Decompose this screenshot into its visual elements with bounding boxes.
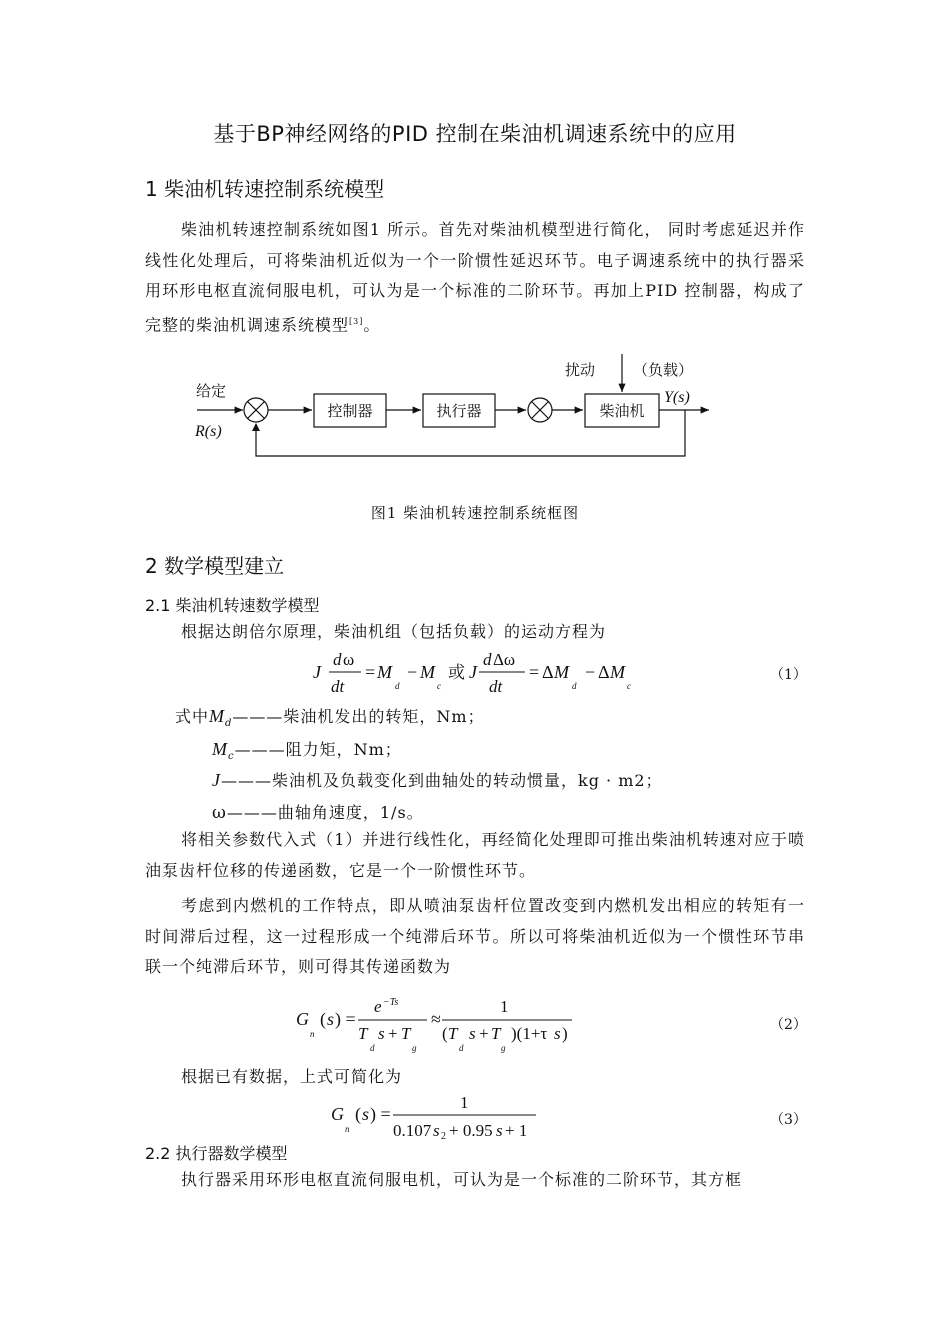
figure-1-caption: 图1 柴油机转速控制系统框图 (370, 504, 580, 522)
svg-text:−Ts: −Ts (383, 997, 399, 1008)
section-1-heading: 1 柴油机转速控制系统模型 (145, 177, 385, 201)
svg-text:1: 1 (500, 997, 509, 1016)
svg-text:e: e (374, 997, 382, 1016)
definition-md: 式中$M_d———$柴油机发出的转矩，Nm； (175, 706, 485, 730)
section-1-text-end: 。 (363, 314, 381, 334)
svg-text:n: n (345, 1124, 350, 1134)
svg-text:c: c (627, 681, 631, 691)
equation-or: 或 (448, 663, 465, 683)
label-load: （负载） (633, 361, 694, 379)
block-diagram (185, 352, 735, 462)
svg-text:s: s (554, 1024, 561, 1043)
equation-2 (290, 992, 590, 1058)
svg-text:Δω: Δω (493, 650, 516, 669)
svg-text:dt: dt (489, 677, 503, 696)
svg-text:J: J (313, 662, 321, 682)
svg-text:0.107: 0.107 (393, 1121, 432, 1140)
engine-label: 柴油机 (599, 402, 645, 420)
svg-text:(: ( (320, 1009, 326, 1029)
definition-mc: $M_c———$阻力矩，Nm； (212, 739, 402, 763)
svg-text:d: d (333, 650, 342, 669)
subsection-2-1-paragraph-2: 将相关参数代入式（1）并进行线性化，再经简化处理即可推出柴油机转速对应于喷油泵齿杆位移的传递函数，它是一个一阶惯性环节。 (145, 830, 805, 880)
svg-text:s: s (433, 1121, 440, 1140)
svg-text:−: − (407, 662, 418, 682)
svg-text:(: ( (442, 1024, 448, 1043)
svg-text:ω: ω (343, 650, 355, 669)
svg-text:n: n (310, 1029, 315, 1039)
svg-text:s: s (469, 1024, 476, 1043)
controller-label: 控制器 (327, 402, 373, 420)
definition-j: J———柴油机及负载变化到曲轴处的转动惯量，kg · m2； (212, 770, 663, 790)
svg-text:M: M (377, 662, 392, 682)
svg-text:Δ: Δ (598, 662, 610, 682)
svg-text:G: G (296, 1009, 309, 1029)
svg-text:g: g (412, 1043, 417, 1053)
svg-text:T: T (448, 1024, 458, 1043)
svg-text:g: g (501, 1043, 506, 1053)
svg-text:T: T (358, 1024, 368, 1043)
svg-text:): ) (562, 1024, 568, 1043)
svg-text:d: d (483, 650, 492, 669)
subsection-2-1-paragraph-4: 根据已有数据，上式可简化为 (181, 1067, 403, 1086)
svg-text:1: 1 (460, 1093, 469, 1112)
subsection-2-1-paragraph-3: 考虑到内燃机的工作特点，即从喷油泵齿杆位置改变到内燃机发出相应的转矩有一时间滞后过程，这一过程形成一个纯滞后环节。所以可将柴油机近似为一个惯性环节串联一个纯滞后环节，则可得其传递函数为 (145, 896, 805, 976)
svg-text:+: + (388, 1024, 398, 1043)
section-2-heading: 2 数学模型建立 (145, 554, 285, 578)
svg-text:) =: ) = (370, 1104, 391, 1124)
svg-text:dt: dt (331, 677, 345, 696)
svg-text:M: M (420, 662, 435, 682)
label-output: Y(s) (664, 389, 690, 406)
equation-1 (305, 645, 645, 701)
svg-text:d: d (370, 1043, 375, 1053)
equation-3 (325, 1090, 555, 1144)
subsection-2-2-heading: 2.2 执行器数学模型 (145, 1144, 288, 1163)
svg-text:c: c (437, 681, 441, 691)
svg-text:J: J (469, 662, 477, 682)
svg-text:T: T (491, 1024, 501, 1043)
paper-title: 基于BP神经网络的PID 控制在柴油机调速系统中的应用 (213, 122, 737, 146)
svg-text:Δ: Δ (542, 662, 554, 682)
label-input: R(s) (195, 423, 222, 440)
section-1-paragraph (145, 215, 805, 340)
svg-text:s: s (496, 1121, 503, 1140)
svg-text:=: = (529, 662, 540, 682)
svg-text:+ 0.95: + 0.95 (449, 1121, 493, 1140)
section-1-text: 柴油机转速控制系统如图1 所示。首先对柴油机模型进行简化， 同时考虑延迟并作线性化处理后，可将柴油机近似为一个一阶惯性延迟环节。电子调速系统中的执行器采用环形电枢直流伺服电机，可认为是一个标准的二阶环节。再加上PID 控制器，构成了完整的柴油机调速系统模型 (145, 220, 805, 334)
citation: [3] (349, 316, 364, 326)
equation-1-number: （1） (770, 667, 807, 683)
svg-text:+: + (479, 1024, 489, 1043)
svg-text:s: s (327, 1009, 335, 1029)
definition-omega: ω———曲轴角速度，1/s。 (212, 803, 424, 823)
svg-text:≈: ≈ (431, 1009, 441, 1029)
svg-text:=: = (365, 662, 376, 682)
label-given: 给定 (196, 382, 227, 400)
svg-text:M: M (554, 662, 569, 682)
svg-text:M: M (610, 662, 625, 682)
svg-text:d: d (395, 681, 400, 691)
equation-3-number: （3） (770, 1112, 807, 1128)
svg-text:d: d (459, 1043, 464, 1053)
svg-text:)(1+τ: )(1+τ (511, 1024, 548, 1043)
equation-2-number: （2） (770, 1017, 807, 1033)
svg-text:s: s (362, 1104, 370, 1124)
svg-text:G: G (331, 1104, 344, 1124)
svg-text:d: d (572, 681, 577, 691)
svg-text:−: − (585, 662, 596, 682)
svg-text:s: s (378, 1024, 385, 1043)
svg-text:) =: ) = (335, 1009, 356, 1029)
actuator-label: 执行器 (436, 402, 482, 420)
svg-text:T: T (401, 1024, 411, 1043)
subsection-2-2-paragraph: 执行器采用环形电枢直流伺服电机，可认为是一个标准的二阶环节，其方框 (181, 1170, 743, 1189)
svg-text:+ 1: + 1 (505, 1121, 528, 1140)
svg-text:2: 2 (441, 1131, 446, 1142)
svg-text:(: ( (355, 1104, 361, 1124)
label-disturb: 扰动 (565, 361, 596, 379)
subsection-2-1-heading: 2.1 柴油机转速数学模型 (145, 596, 320, 615)
subsection-2-1-intro: 根据达朗倍尔原理，柴油机组（包括负载）的运动方程为 (181, 622, 607, 641)
